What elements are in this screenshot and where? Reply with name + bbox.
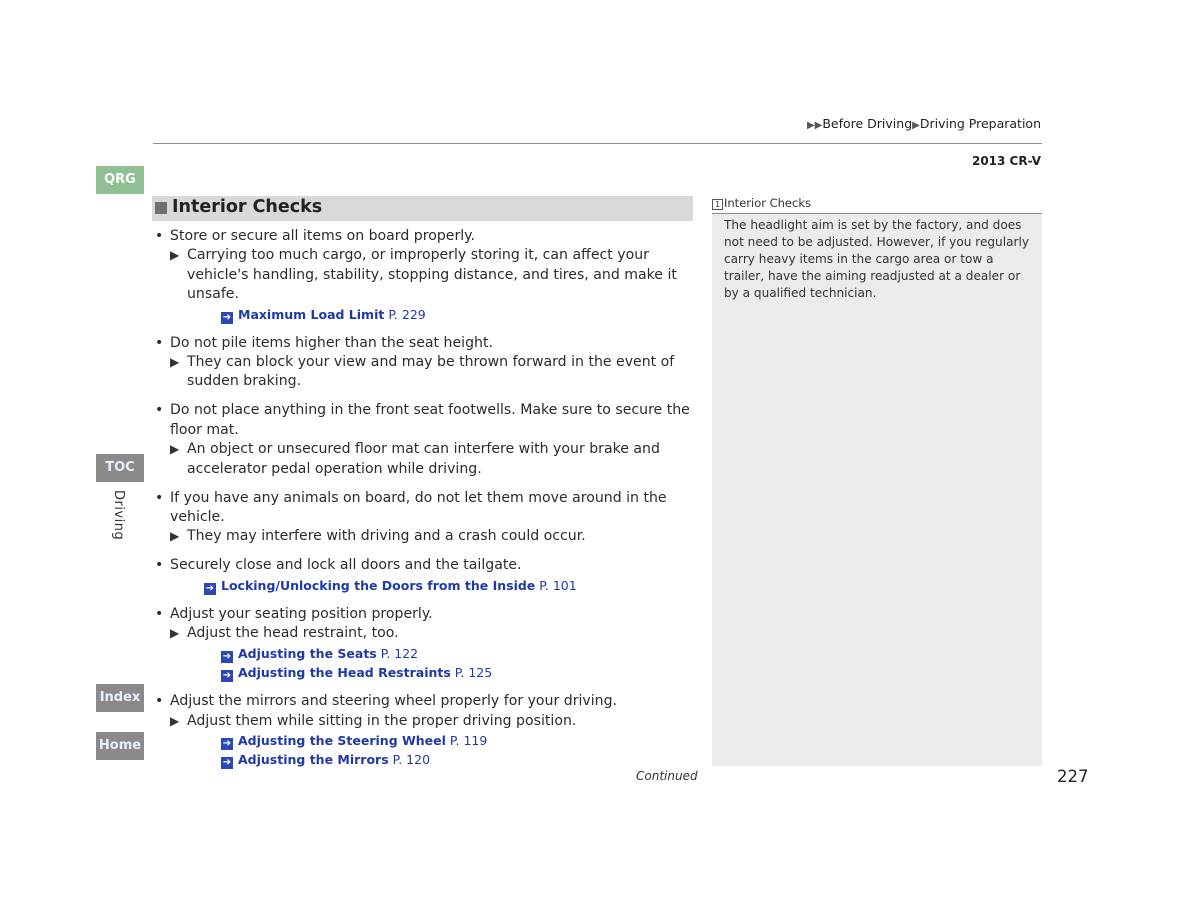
home-button[interactable]: Home	[96, 732, 144, 760]
note-marker-icon: 1	[712, 199, 723, 210]
section-square-icon	[155, 202, 167, 214]
reference-arrow-icon: ➔	[222, 650, 232, 662]
item-text: Store or secure all items on board properly.	[170, 228, 475, 244]
triangle-icon: ▶	[170, 626, 180, 641]
sub-item	[170, 440, 697, 479]
cross-reference-link[interactable]	[170, 644, 697, 663]
sub-item-text: They may interfere with driving and a crash could occur.	[187, 528, 586, 545]
bullet-icon: •	[155, 228, 164, 244]
sub-item-text: Carrying too much cargo, or improperly storing it, can affect your vehicle's handling, stability, stopping distance, and tires, and make it unsafe.	[187, 247, 677, 303]
bullet-icon: •	[155, 402, 164, 419]
list-item	[152, 334, 697, 392]
reference-title[interactable]: Locking/Unlocking the Doors from the Inside	[221, 577, 536, 593]
reference-title[interactable]: Maximum Load Limit	[238, 306, 385, 322]
reference-title[interactable]: Adjusting the Mirrors	[238, 752, 389, 768]
section-heading	[152, 196, 693, 221]
list-item	[152, 692, 697, 770]
note-header	[712, 196, 1042, 214]
triangle-icon: ▶	[170, 355, 180, 370]
cross-reference-link[interactable]	[170, 750, 697, 769]
reference-arrow-icon: ➔	[222, 311, 232, 323]
section-side-label: Driving	[111, 490, 126, 541]
note-title: Interior Checks	[724, 196, 811, 210]
reference-page[interactable]: P. 119	[449, 732, 488, 748]
reference-arrow-icon: ➔	[222, 737, 232, 749]
triangle-icon: ▶	[170, 713, 180, 728]
sub-item	[170, 246, 697, 304]
cross-reference-link[interactable]	[170, 663, 697, 682]
bullet-icon: •	[155, 693, 164, 710]
sub-item-text: An object or unsecured floor mat can interfere with your brake and accelerator pedal operation while driving.	[187, 441, 660, 477]
item-text: Adjust the mirrors and steering wheel properly for your driving.	[170, 693, 618, 710]
continued-label: Continued	[636, 769, 698, 783]
reference-title[interactable]: Adjusting the Seats	[238, 645, 377, 661]
sub-item-text: They can block your view and may be thrown forward in the event of sudden braking.	[187, 354, 675, 390]
sub-item-text: Adjust them while sitting in the proper driving position.	[187, 712, 577, 729]
section-title: Interior Checks	[172, 197, 323, 217]
index-button[interactable]: Index	[96, 684, 144, 712]
bullet-icon: •	[155, 489, 164, 506]
reference-title[interactable]: Adjusting the Steering Wheel	[238, 732, 446, 748]
cross-reference-link[interactable]	[170, 576, 697, 595]
toc-button[interactable]: TOC	[96, 454, 144, 482]
reference-page[interactable]: P. 122	[380, 645, 419, 661]
page-number: 227	[1057, 767, 1089, 786]
sub-item-text: Adjust the head restraint, too.	[187, 625, 399, 642]
list-item	[152, 227, 697, 324]
item-text: Do not place anything in the front seat footwells. Make sure to secure the floor mat.	[170, 402, 690, 438]
breadcrumb-item[interactable]: Before Driving	[822, 116, 913, 131]
triangle-icon: ▶	[170, 248, 180, 263]
reference-arrow-icon: ➔	[205, 582, 215, 594]
reference-arrow-icon: ➔	[222, 670, 232, 682]
reference-arrow-icon: ➔	[222, 757, 232, 769]
reference-page[interactable]: P. 120	[392, 752, 431, 768]
note-text: The headlight aim is set by the factory, and does not need to be adjusted. However, if you regularly carry heavy items in the cargo area or tow a trailer, have the aiming readjusted at a dealer or by a qualified technician.	[724, 218, 1029, 300]
list-item	[152, 556, 697, 595]
note-panel	[712, 196, 1042, 766]
sub-item	[170, 712, 697, 731]
list-item	[152, 401, 697, 479]
bullet-icon: •	[155, 557, 164, 574]
sub-item	[170, 353, 697, 392]
cross-reference-link[interactable]	[170, 305, 697, 324]
list-item	[152, 605, 697, 683]
bullet-icon: •	[155, 334, 164, 351]
reference-page[interactable]: P. 101	[539, 577, 577, 593]
item-text: Do not pile items higher than the seat height.	[170, 334, 493, 351]
model-label: 2013 CR-V	[971, 154, 1041, 168]
breadcrumb-arrow-icon: ▶	[912, 120, 920, 131]
sub-item	[170, 624, 697, 643]
breadcrumb	[807, 116, 1041, 131]
bullet-icon: •	[155, 605, 164, 622]
breadcrumb-item[interactable]: Driving Preparation	[919, 116, 1041, 131]
reference-page[interactable]: P. 125	[454, 665, 493, 681]
reference-page[interactable]: P. 229	[388, 306, 426, 322]
cross-reference-link[interactable]	[170, 731, 697, 750]
sub-item	[170, 527, 697, 546]
item-text: Adjust your seating position properly.	[170, 605, 433, 622]
triangle-icon: ▶	[170, 529, 180, 544]
reference-title[interactable]: Adjusting the Head Restraints	[238, 665, 451, 681]
breadcrumb-arrow-icon: ▶▶	[806, 120, 823, 131]
triangle-icon: ▶	[170, 442, 180, 457]
qrg-button[interactable]: QRG	[96, 166, 144, 194]
header-divider	[153, 143, 1042, 144]
list-item	[152, 489, 697, 547]
checklist	[152, 227, 697, 779]
item-text: Securely close and lock all doors and the tailgate.	[170, 557, 522, 574]
item-text: If you have any animals on board, do not let them move around in the vehicle.	[170, 489, 667, 526]
